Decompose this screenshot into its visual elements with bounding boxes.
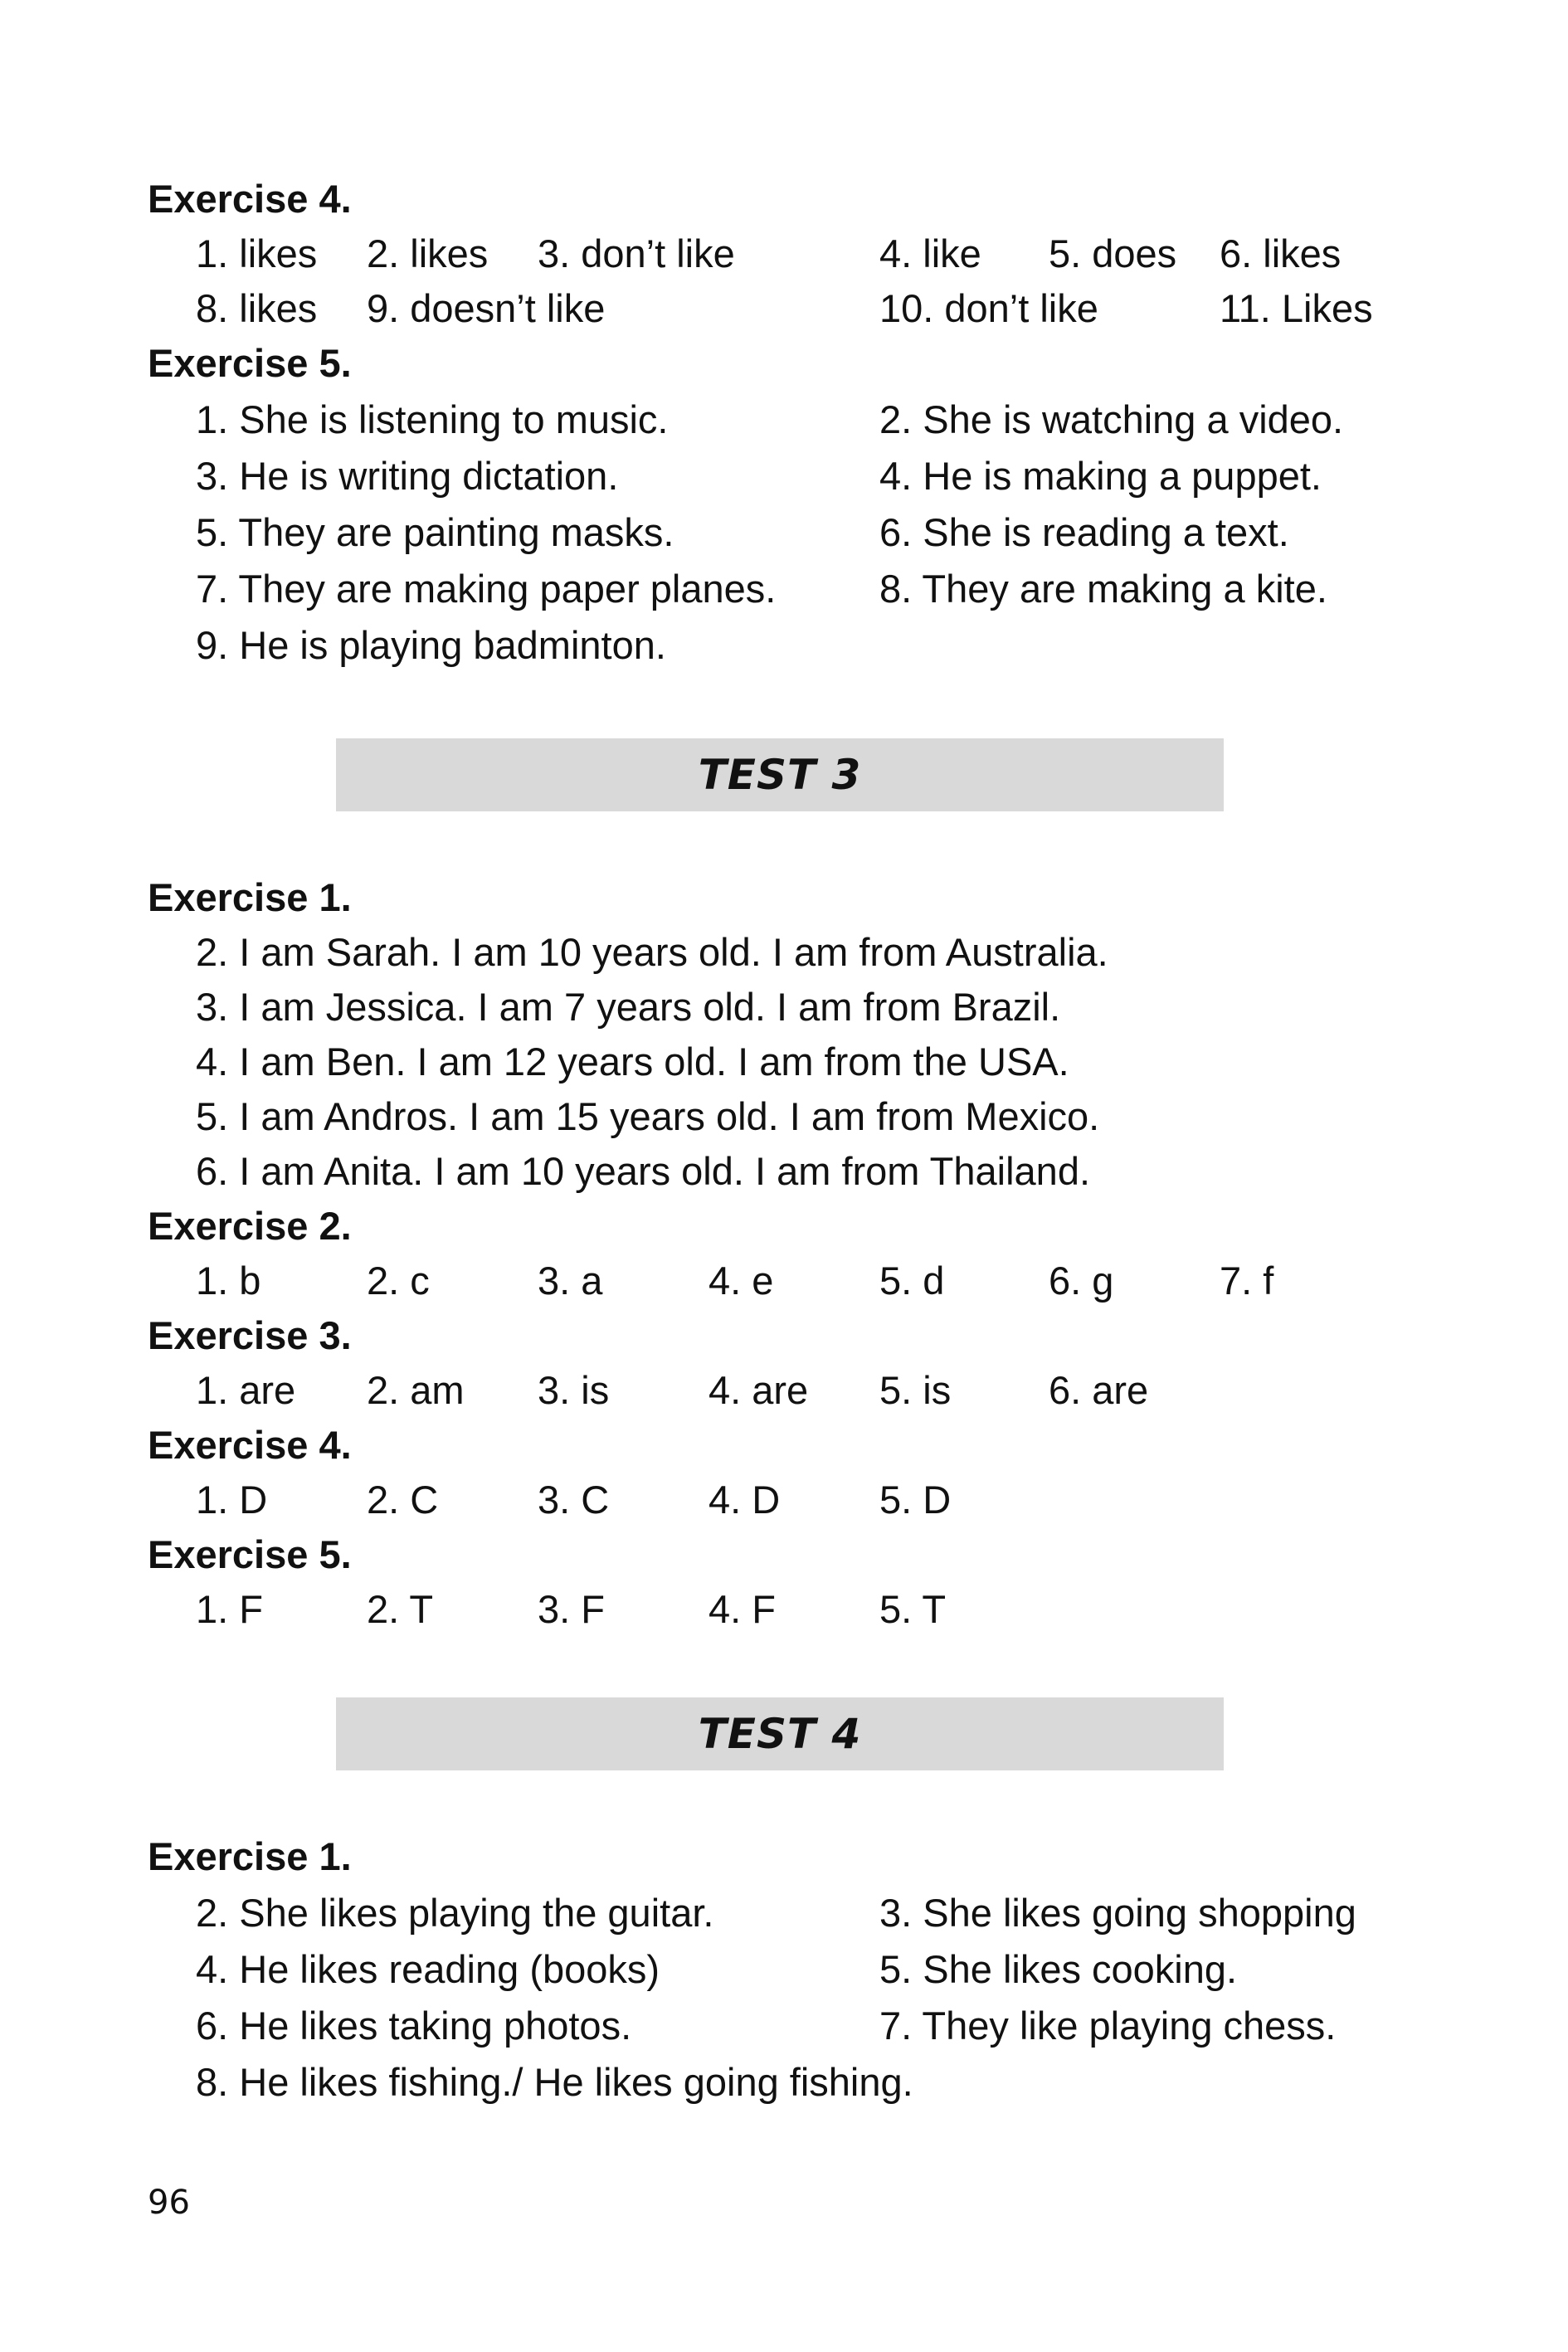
answer-item: 1. F xyxy=(196,1587,263,1631)
answer-item: 5. is xyxy=(879,1368,952,1412)
answer-item: 3. C xyxy=(538,1478,610,1522)
exercise-heading: Exercise 4. xyxy=(148,1423,352,1467)
answer-item: 5. T xyxy=(879,1587,947,1631)
answer-item: 3. don’t like xyxy=(538,231,735,275)
exercise-heading: Exercise 1. xyxy=(148,875,352,919)
answer-item: 2. T xyxy=(367,1587,434,1631)
answer-item: 4. He is making a puppet. xyxy=(879,454,1322,498)
answer-item: 10. don’t like xyxy=(879,286,1098,330)
answer-item: 6. I am Anita. I am 10 years old. I am from Thailand. xyxy=(196,1149,1091,1193)
answer-item: 5. They are painting masks. xyxy=(196,510,674,554)
answer-item: 8. He likes fishing./ He likes going fishing. xyxy=(196,2060,913,2104)
answer-item: 4. F xyxy=(709,1587,776,1631)
exercise-heading: Exercise 2. xyxy=(148,1204,352,1248)
answer-item: 5. D xyxy=(879,1478,952,1522)
answer-item: 8. likes xyxy=(196,286,318,330)
answer-item: 7. They like playing chess. xyxy=(879,2004,1337,2048)
answer-item: 6. likes xyxy=(1220,231,1342,275)
answer-item: 5. d xyxy=(879,1259,945,1303)
answer-item: 1. are xyxy=(196,1368,296,1412)
answer-item: 1. She is listening to music. xyxy=(196,397,669,441)
answer-item: 2. She is watching a video. xyxy=(879,397,1344,441)
answer-item: 3. a xyxy=(538,1259,603,1303)
answer-item: 2. likes xyxy=(367,231,489,275)
answer-item: 2. C xyxy=(367,1478,439,1522)
answer-item: 1. D xyxy=(196,1478,268,1522)
answer-item: 5. does xyxy=(1049,231,1177,275)
answer-item: 8. They are making a kite. xyxy=(879,567,1327,611)
answer-item: 6. are xyxy=(1049,1368,1149,1412)
answer-item: 3. He is writing dictation. xyxy=(196,454,619,498)
answer-item: 4. like xyxy=(879,231,981,275)
exercise-heading: Exercise 3. xyxy=(148,1313,352,1357)
answer-item: 4. e xyxy=(709,1259,774,1303)
answer-item: 9. doesn’t like xyxy=(367,286,606,330)
answer-item: 3. F xyxy=(538,1587,605,1631)
answer-item: 7. They are making paper planes. xyxy=(196,567,777,611)
answer-item: 5. She likes cooking. xyxy=(879,1947,1238,1991)
answer-item: 2. am xyxy=(367,1368,465,1412)
answer-item: 3. is xyxy=(538,1368,610,1412)
answer-item: 3. She likes going shopping xyxy=(879,1891,1356,1935)
answer-item: 7. f xyxy=(1220,1259,1274,1303)
answer-item: 1. b xyxy=(196,1259,261,1303)
answer-item: 4. He likes reading (books) xyxy=(196,1947,660,1991)
exercise-heading: Exercise 5. xyxy=(148,1532,352,1576)
exercise-heading: Exercise 4. xyxy=(148,177,352,221)
answer-item: 4. are xyxy=(709,1368,809,1412)
answer-item: 1. likes xyxy=(196,231,318,275)
answer-item: 6. He likes taking photos. xyxy=(196,2004,632,2048)
test4-title: TEST 4 xyxy=(698,1710,862,1758)
answer-item: 11. Likes xyxy=(1220,286,1373,330)
answer-item: 6. g xyxy=(1049,1259,1114,1303)
test4-header-band xyxy=(336,1697,1224,1770)
answer-item: 4. I am Ben. I am 12 years old. I am from the USA. xyxy=(196,1040,1069,1083)
answer-item: 9. He is playing badminton. xyxy=(196,623,666,667)
answer-item: 4. D xyxy=(709,1478,781,1522)
test3-header-band xyxy=(336,738,1224,811)
answer-item: 2. c xyxy=(367,1259,430,1303)
exercise-heading: Exercise 1. xyxy=(148,1834,352,1878)
page-number: 96 xyxy=(148,2184,190,2222)
answer-item: 2. She likes playing the guitar. xyxy=(196,1891,714,1935)
answer-item: 3. I am Jessica. I am 7 years old. I am from Brazil. xyxy=(196,985,1061,1029)
test3-title: TEST 3 xyxy=(698,751,862,799)
exercise-heading: Exercise 5. xyxy=(148,341,352,385)
answer-item: 5. I am Andros. I am 15 years old. I am from Mexico. xyxy=(196,1094,1100,1138)
answer-item: 2. I am Sarah. I am 10 years old. I am from Australia. xyxy=(196,930,1108,974)
answer-item: 6. She is reading a text. xyxy=(879,510,1289,554)
